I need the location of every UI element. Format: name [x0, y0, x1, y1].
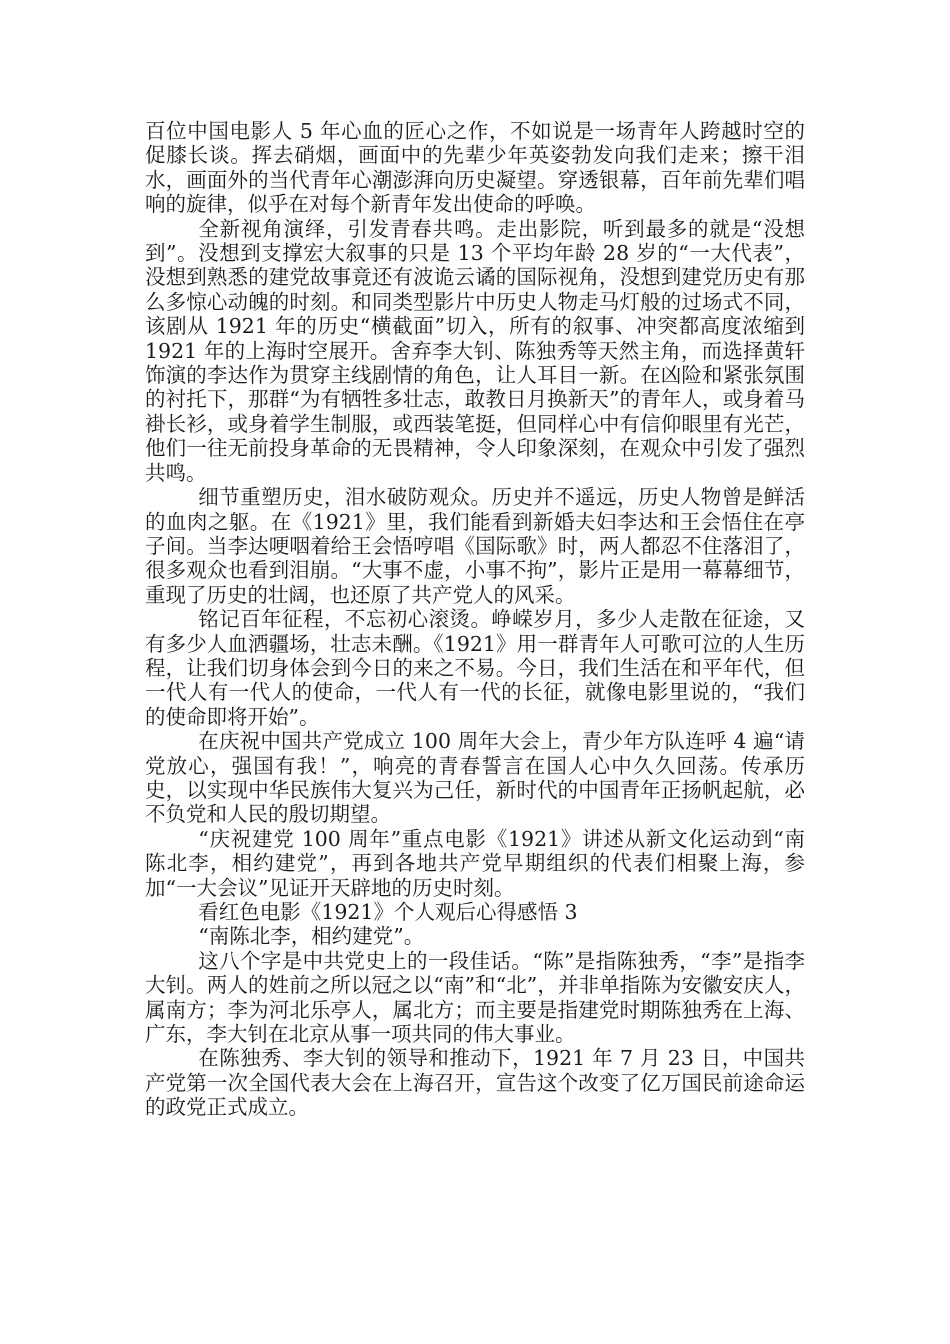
paragraph-4: 铭记百年征程，不忘初心滚烫。峥嵘岁月，多少人走散在征途，又有多少人血洒疆场，壮志未酬。《1921》用一群青年人可歌可泣的人生历程，让我们切身体会到今日的来之不易。今日，我们生活在和平年代，但一代人有一代人的使命，一代人有一代的长征，就像电影里说的，“我们的使命即将开始”。: [145, 607, 805, 729]
quote-line: “南陈北李，相约建党”。: [198, 924, 425, 949]
paragraph-8: 在陈独秀、李大钊的领导和推动下，1921 年 7 月 23 日，中国共产党第一次全国代表大会在上海召开，宣告这个改变了亿万国民前途命运的政党正式成立。: [145, 1046, 805, 1120]
paragraph-6: “庆祝建党 100 周年”重点电影《1921》讲述从新文化运动到“南陈北李，相约建党”，再到各地共产党早期组织的代表们相聚上海，参加“一大会议”见证开天辟地的历史时刻。: [145, 826, 805, 900]
document-body: [145, 119, 805, 1120]
paragraph-7: 这八个字是中共党史上的一段佳话。“陈”是指陈独秀，“李”是指李大钊。两人的姓前之所以冠之以“南”和“北”，并非单指陈为安徽安庆人，属南方；李为河北乐亭人，属北方；而主要是指建党时期陈独秀在上海、广东，李大钊在北京从事一项共同的伟大事业。: [145, 948, 805, 1047]
section-heading: 看红色电影《1921》个人观后心得感悟 3: [198, 900, 578, 924]
paragraph-3: 细节重塑历史，泪水破防观众。历史并不遥远，历史人物曾是鲜活的血肉之躯。在《1921》里，我们能看到新婚夫妇李达和王会悟住在亭子间。当李达哽咽着给王会悟哼唱《国际歌》时，两人都忍不住落泪了，很多观众也看到泪崩。“大事不虚，小事不拘”，影片正是用一幕幕细节，重现了历史的壮阔，也还原了共产党人的风采。: [145, 485, 805, 607]
paragraph-2: 全新视角演绎，引发青春共鸣。走出影院，听到最多的就是“没想到”。没想到支撑宏大叙事的只是 13 个平均年龄 28 岁的“一大代表”，没想到熟悉的建党故事竟还有波诡云谲的国际视角，没想到建党历史有那么多惊心动魄的时刻。和同类型影片中历史人物走马灯般的过场式不同，该剧从 1921 年的历史“横截面”切入，所有的叙事、冲突都高度浓缩到 1921 年的上海时空展开。舍弃李大钊、陈独秀等天然主角，而选择黄轩饰演的李达作为贯穿主线剧情的角色，让人耳目一新。在凶险和紧张氛围的衬托下，那群“为有牺牲多壮志，敢教日月换新天”的青年人，或身着马褂长衫，或身着学生制服，或西装笔挺，但同样心中有信仰眼里有光芒，他们一往无前投身革命的无畏精神，令人印象深刻，在观众中引发了强烈共鸣。: [145, 216, 805, 485]
paragraph-5: 在庆祝中国共产党成立 100 周年大会上，青少年方队连呼 4 遍“请党放心，强国有我！”，响亮的青春誓言在国人心中久久回荡。传承历史，以实现中华民族伟大复兴为己任，新时代的中国青年正扬帆起航，必不负党和人民的殷切期望。: [145, 729, 805, 827]
paragraph-1: 百位中国电影人 5 年心血的匠心之作，不如说是一场青年人跨越时空的促膝长谈。挥去硝烟，画面中的先辈少年英姿勃发向我们走来；擦干泪水，画面外的当代青年心潮澎湃向历史凝望。穿透银幕，百年前先辈们唱响的旋律，似乎在对每个新青年发出使命的呼唤。: [145, 119, 805, 217]
